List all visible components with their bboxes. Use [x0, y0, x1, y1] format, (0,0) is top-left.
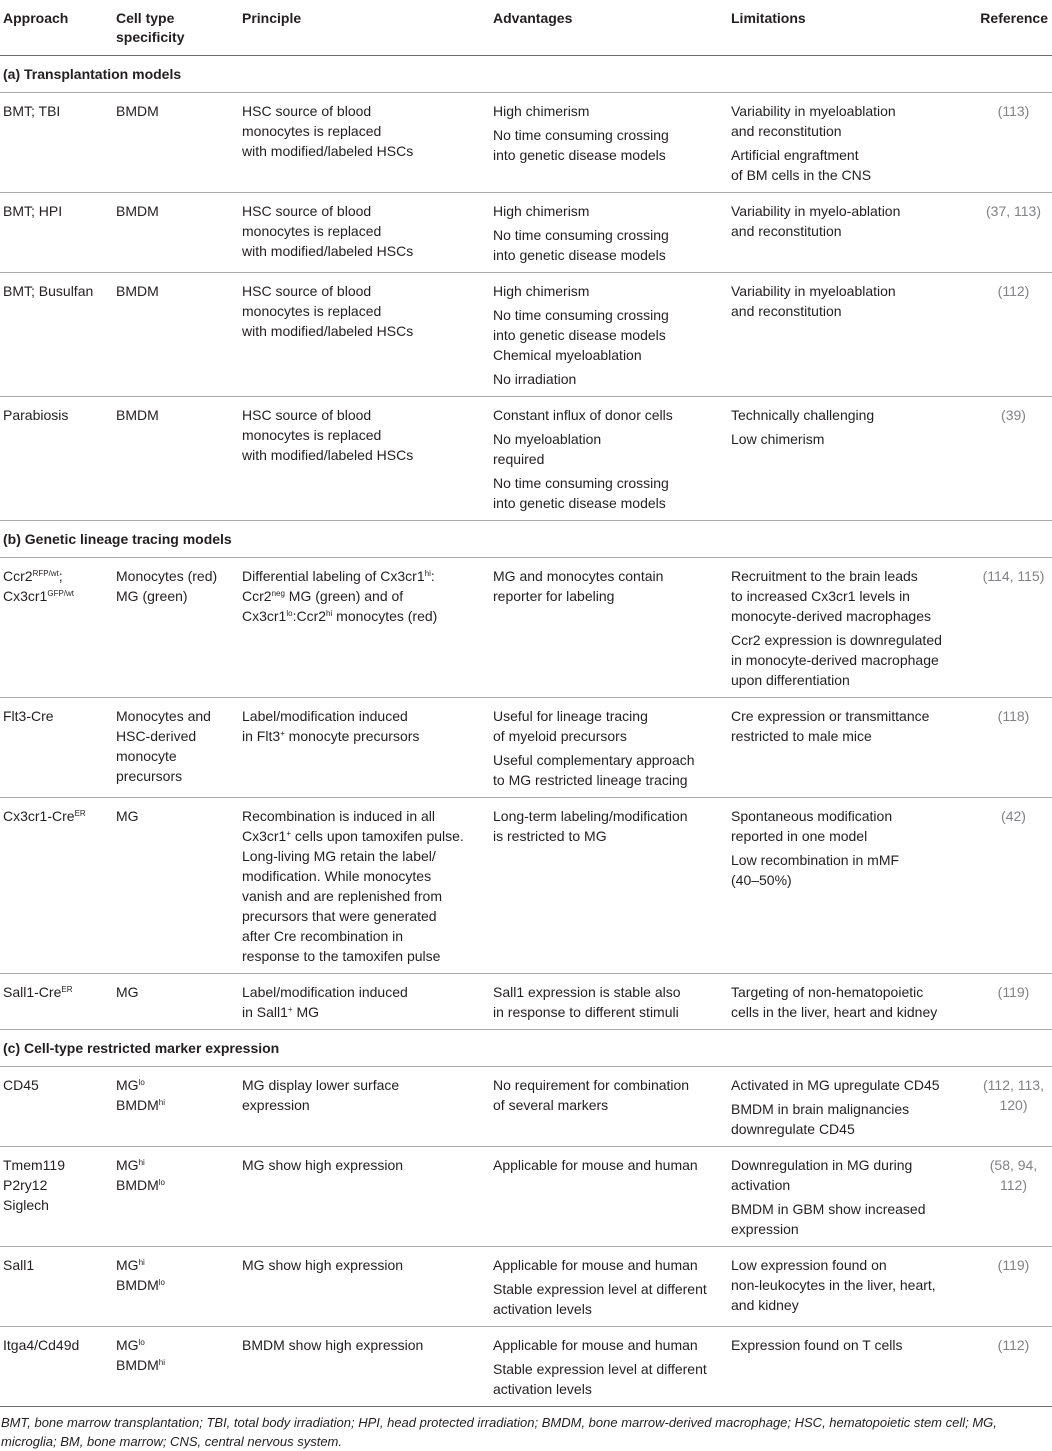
cell-line: reported in one model [731, 826, 969, 846]
cell-line: vanish and are replenished from [242, 886, 484, 906]
cell-line: Long-term labeling/modification [493, 806, 722, 826]
cell-line: monocytes is replaced [242, 301, 484, 321]
approach-cell: Sall1-Cre$^{ER}$ [0, 974, 113, 1030]
reference-cell [975, 698, 1052, 798]
advantages-cell [490, 1327, 728, 1407]
cell-line: Recruitment to the brain leads [731, 566, 969, 586]
cell-line: (39) [975, 405, 1052, 425]
cell-line: Cx3cr1+ cells upon tamoxifen pulse. [242, 826, 484, 846]
approach-cell: BMT; Busulfan [0, 273, 113, 397]
table-body [0, 56, 1052, 1451]
cell-line: Variability in myeloablation [731, 101, 969, 121]
cell-line: (114, 115) [975, 566, 1052, 586]
cell-type-cell [113, 193, 239, 273]
section-row [0, 1030, 1052, 1067]
cell-line: with modified/labeled HSCs [242, 141, 484, 161]
advantages-cell [490, 558, 728, 698]
reference-cell [975, 1327, 1052, 1407]
cell-line: Variability in myelo-ablation [731, 201, 969, 221]
cell-line: Label/modification induced [242, 982, 484, 1002]
cell-line: precursors [116, 766, 233, 786]
cell-line: High chimerism [493, 201, 722, 221]
limitations-cell [728, 1327, 975, 1407]
cell-line: to increased Cx3cr1 levels in [731, 586, 969, 606]
cell-line: in response to different stimuli [493, 1002, 722, 1022]
cell-line: cells in the liver, heart and kidney [731, 1002, 969, 1022]
cell-line: $MG^{lo}$ [116, 1335, 233, 1355]
cell-line: monocytes is replaced [242, 221, 484, 241]
approach-cell: BMT; HPI [0, 193, 113, 273]
reference-cell [975, 1147, 1052, 1247]
principle-cell [239, 93, 490, 193]
principle-cell [239, 698, 490, 798]
cell-line: Targeting of non-hematopoietic [731, 982, 969, 1002]
cell-line: precursors that were generated [242, 906, 484, 926]
table-row [0, 1067, 1052, 1147]
cell-line: into genetic disease models [493, 245, 722, 265]
cell-line: Useful complementary approach [493, 750, 722, 770]
cell-line: response to the tamoxifen pulse [242, 946, 484, 966]
limitations-cell [728, 273, 975, 397]
cell-line: non-leukocytes in the liver, heart, [731, 1275, 969, 1295]
principle-cell [239, 974, 490, 1030]
cell-line: activation levels [493, 1299, 722, 1319]
cell-line: Activated in MG upregulate CD45 [731, 1075, 969, 1095]
reference-cell [975, 1247, 1052, 1327]
cell-line: (113) [975, 101, 1052, 121]
cell-line: Ccr2 expression is downregulated [731, 630, 969, 650]
advantages-cell [490, 698, 728, 798]
reference-cell [975, 974, 1052, 1030]
principle-cell [239, 798, 490, 974]
cell-line: monocytes is replaced [242, 121, 484, 141]
cell-line: modification. While monocytes [242, 866, 484, 886]
cell-line: monocyte [116, 746, 233, 766]
reference-cell [975, 193, 1052, 273]
cell-line: (119) [975, 982, 1052, 1002]
cell-line: Differential labeling of $Cx3cr1^{hi}$: [242, 566, 484, 586]
header-cell-type: Cell type specificity [113, 0, 239, 56]
cell-line: HSC source of blood [242, 405, 484, 425]
cell-line: No time consuming crossing [493, 473, 722, 493]
table-row [0, 698, 1052, 798]
cell-line: $Cx3cr1^{lo}:Ccr2^{hi}$ monocytes (red) [242, 606, 484, 626]
cell-line: expression [731, 1219, 969, 1239]
cell-line: High chimerism [493, 101, 722, 121]
table-row [0, 1247, 1052, 1327]
cell-line: $MG^{hi}$ [116, 1155, 233, 1175]
cell-line: Useful for lineage tracing [493, 706, 722, 726]
cell-line: monocytes is replaced [242, 425, 484, 445]
cell-line: in monocyte-derived macrophage [731, 650, 969, 670]
cell-type-cell [113, 974, 239, 1030]
cell-type-cell [113, 93, 239, 193]
cell-line: No time consuming crossing [493, 125, 722, 145]
cell-line: Sall1 expression is stable also [493, 982, 722, 1002]
cell-line: Low chimerism [731, 429, 969, 449]
reference-cell [975, 798, 1052, 974]
header-reference: Reference [975, 0, 1052, 56]
approach-cell: Parabiosis [0, 397, 113, 521]
cell-line: $BMDM^{lo}$ [116, 1275, 233, 1295]
cell-type-cell [113, 397, 239, 521]
cell-line: Artificial engraftment [731, 145, 969, 165]
cell-line: $BMDM^{lo}$ [116, 1175, 233, 1195]
cell-line: (40–50%) [731, 870, 969, 890]
cell-line: HSC-derived [116, 726, 233, 746]
cell-line: Low recombination in mMF [731, 850, 969, 870]
cell-line: of several markers [493, 1095, 722, 1115]
cell-line: High chimerism [493, 281, 722, 301]
cell-line: BMDM [116, 101, 233, 121]
reference-cell [975, 273, 1052, 397]
limitations-cell [728, 1247, 975, 1327]
cell-line: $MG^{hi}$ [116, 1255, 233, 1275]
cell-line: Applicable for mouse and human [493, 1255, 722, 1275]
limitations-cell [728, 558, 975, 698]
cell-line: BMDM in GBM show increased [731, 1199, 969, 1219]
cell-line: Stable expression level at different [493, 1279, 722, 1299]
cell-line: (118) [975, 706, 1052, 726]
cell-line: HSC source of blood [242, 201, 484, 221]
cell-line: (112, 113, [975, 1075, 1052, 1095]
cell-line: of BM cells in the CNS [731, 165, 969, 185]
limitations-cell [728, 1067, 975, 1147]
limitations-cell [728, 193, 975, 273]
cell-line: expression [242, 1095, 484, 1115]
cell-line: downregulate CD45 [731, 1119, 969, 1139]
cell-line: Chemical myeloablation [493, 345, 722, 365]
footnote-row [0, 1407, 1052, 1451]
cell-line: BMDM [116, 405, 233, 425]
cell-line: to MG restricted lineage tracing [493, 770, 722, 790]
table-row [0, 93, 1052, 193]
cell-line: and kidney [731, 1295, 969, 1315]
principle-cell [239, 397, 490, 521]
cell-line: Label/modification induced [242, 706, 484, 726]
footnote: BMT, bone marrow transplantation; TBI, total body irradiation; HPI, head protected irradiation; BMDM, bone marrow-derived macrophage; HSC, hematopoietic stem cell; MG, microglia; BM, bone marrow; CNS, central nervous system. [0, 1407, 1052, 1451]
cell-line: is restricted to MG [493, 826, 722, 846]
cell-line: activation levels [493, 1379, 722, 1399]
section-title: (c) Cell-type restricted marker expression [0, 1030, 1052, 1067]
cell-line: monocyte-derived macrophages [731, 606, 969, 626]
cell-line: $Ccr2^{neg}$ MG (green) and of [242, 586, 484, 606]
approach-cell: BMT; TBI [0, 93, 113, 193]
cell-line: with modified/labeled HSCs [242, 321, 484, 341]
approach-cell: Tmem119 P2ry12 Siglech [0, 1147, 113, 1247]
approach-cell: Flt3-Cre [0, 698, 113, 798]
cell-line: with modified/labeled HSCs [242, 445, 484, 465]
principle-cell [239, 558, 490, 698]
cell-type-cell [113, 273, 239, 397]
approach-cell: CD45 [0, 1067, 113, 1147]
header-approach: Approach [0, 0, 113, 56]
advantages-cell [490, 273, 728, 397]
cell-line: into genetic disease models [493, 325, 722, 345]
cell-line: (42) [975, 806, 1052, 826]
cell-line: Applicable for mouse and human [493, 1335, 722, 1355]
principle-cell [239, 1327, 490, 1407]
cell-line: No irradiation [493, 369, 722, 389]
cell-line: (119) [975, 1255, 1052, 1275]
cell-line: MG show high expression [242, 1155, 484, 1175]
approach-cell: Itga4/Cd49d [0, 1327, 113, 1407]
header-limitations: Limitations [728, 0, 975, 56]
cell-line: Long-living MG retain the label/ [242, 846, 484, 866]
principle-cell [239, 1247, 490, 1327]
cell-line: Technically challenging [731, 405, 969, 425]
cell-line: No myeloablation [493, 429, 722, 449]
table-row [0, 273, 1052, 397]
table-row [0, 558, 1052, 698]
cell-line: Monocytes (red) [116, 566, 233, 586]
limitations-cell [728, 1147, 975, 1247]
cell-line: (112) [975, 281, 1052, 301]
cell-line: MG and monocytes contain [493, 566, 722, 586]
advantages-cell [490, 974, 728, 1030]
approach-cell: $Ccr2^{RFP/wt}$; $Cx3cr1^{GFP/wt}$ [0, 558, 113, 698]
principle-cell [239, 1067, 490, 1147]
cell-line: Spontaneous modification [731, 806, 969, 826]
principle-cell [239, 273, 490, 397]
approach-cell: Cx3cr1-Cre$^{ER}$ [0, 798, 113, 974]
cell-line: HSC source of blood [242, 101, 484, 121]
cell-line: Monocytes and [116, 706, 233, 726]
cell-line: HSC source of blood [242, 281, 484, 301]
cell-line: and reconstitution [731, 121, 969, 141]
table-row [0, 193, 1052, 273]
header-principle: Principle [239, 0, 490, 56]
cell-line: reporter for labeling [493, 586, 722, 606]
header-advantages: Advantages [490, 0, 728, 56]
section-row [0, 521, 1052, 558]
cell-line: in Flt3+ monocyte precursors [242, 726, 484, 746]
cell-line: Constant influx of donor cells [493, 405, 722, 425]
cell-type-cell [113, 1327, 239, 1407]
reference-cell [975, 1067, 1052, 1147]
approach-cell: Sall1 [0, 1247, 113, 1327]
cell-line: Downregulation in MG during [731, 1155, 969, 1175]
cell-type-cell [113, 1067, 239, 1147]
section-title: (b) Genetic lineage tracing models [0, 521, 1052, 558]
header-row [0, 0, 1052, 56]
cell-line: $MG^{lo}$ [116, 1075, 233, 1095]
cell-line: activation [731, 1175, 969, 1195]
limitations-cell [728, 397, 975, 521]
cell-type-cell [113, 798, 239, 974]
table-row [0, 974, 1052, 1030]
limitations-cell [728, 974, 975, 1030]
cell-line: No time consuming crossing [493, 305, 722, 325]
principle-cell [239, 1147, 490, 1247]
cell-line: Variability in myeloablation [731, 281, 969, 301]
advantages-cell [490, 1067, 728, 1147]
cell-line: BMDM show high expression [242, 1335, 484, 1355]
cell-type-cell [113, 558, 239, 698]
cell-line: BMDM [116, 201, 233, 221]
cell-line: (37, 113) [975, 201, 1052, 221]
cell-line: and reconstitution [731, 221, 969, 241]
advantages-cell [490, 1247, 728, 1327]
cell-line: (58, 94, 112) [975, 1155, 1052, 1195]
section-row [0, 56, 1052, 93]
cell-line: MG display lower surface [242, 1075, 484, 1095]
section-title: (a) Transplantation models [0, 56, 1052, 93]
reference-cell [975, 397, 1052, 521]
principle-cell [239, 193, 490, 273]
cell-line: $BMDM^{hi}$ [116, 1095, 233, 1115]
cell-line: with modified/labeled HSCs [242, 241, 484, 261]
cell-line: No time consuming crossing [493, 225, 722, 245]
cell-line: $BMDM^{hi}$ [116, 1355, 233, 1375]
cell-line: BMDM in brain malignancies [731, 1099, 969, 1119]
cell-line: Applicable for mouse and human [493, 1155, 722, 1175]
cell-type-cell [113, 1247, 239, 1327]
cell-line: restricted to male mice [731, 726, 969, 746]
cell-line: into genetic disease models [493, 493, 722, 513]
advantages-cell [490, 397, 728, 521]
reference-cell [975, 93, 1052, 193]
cell-line: No requirement for combination [493, 1075, 722, 1095]
cell-line: Cre expression or transmittance [731, 706, 969, 726]
cell-line: MG show high expression [242, 1255, 484, 1275]
advantages-cell [490, 193, 728, 273]
advantages-cell [490, 93, 728, 193]
cell-line: BMDM [116, 281, 233, 301]
cell-type-cell [113, 698, 239, 798]
cell-line: Stable expression level at different [493, 1359, 722, 1379]
cell-line: of myeloid precursors [493, 726, 722, 746]
table-row [0, 397, 1052, 521]
cell-line: Low expression found on [731, 1255, 969, 1275]
cell-line: into genetic disease models [493, 145, 722, 165]
table-row [0, 798, 1052, 974]
cell-line: upon differentiation [731, 670, 969, 690]
cell-line: required [493, 449, 722, 469]
advantages-cell [490, 1147, 728, 1247]
cell-line: MG (green) [116, 586, 233, 606]
cell-line: after Cre recombination in [242, 926, 484, 946]
limitations-cell [728, 93, 975, 193]
advantages-cell [490, 798, 728, 974]
reference-cell [975, 558, 1052, 698]
cell-line: MG [116, 982, 233, 1002]
cell-line: MG [116, 806, 233, 826]
cell-type-cell [113, 1147, 239, 1247]
limitations-cell [728, 798, 975, 974]
cell-line: Recombination is induced in all [242, 806, 484, 826]
cell-line: (112) [975, 1335, 1052, 1355]
limitations-cell [728, 698, 975, 798]
table-row [0, 1327, 1052, 1407]
table-row [0, 1147, 1052, 1247]
cell-line: Expression found on T cells [731, 1335, 969, 1355]
cell-line: and reconstitution [731, 301, 969, 321]
cell-line: 120) [975, 1095, 1052, 1115]
cell-line: in Sall1+ MG [242, 1002, 484, 1022]
